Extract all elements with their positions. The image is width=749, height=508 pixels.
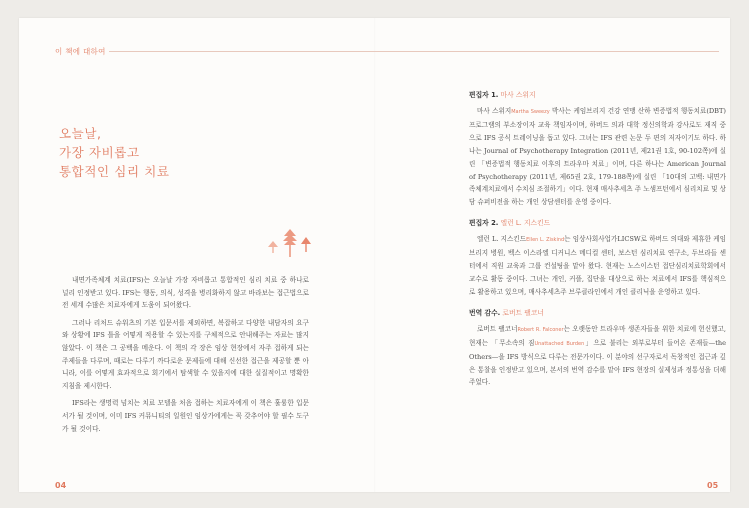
tree-cluster-icon: [266, 228, 314, 262]
latin-term: Unattached Burden: [534, 340, 585, 347]
bio-text: 는 임상사회사업가LICSW로 하버드 의대와 제휴한 케임브리지 병원, 벡스 이스라엘 디커니스 메디컬 센터, 보스턴 심리치료 연구소, 두브라들 센터에서 직원 교육과 그룹 컨설팅을 맡아 왔다. 현재는 노스이스턴 접단심리치료학회에서 교수로 활동 중이다. 그녀는 개인, 커플, 집단을 대상으로 하는 치료에서 IFS를 핵심적으로 활용하고 있으며, 매사추세츠주 브루클라인에서 개인 클리닉을 운영하고 있다.: [469, 235, 726, 296]
contributor-name: 엘런 L. 지스킨드: [500, 219, 551, 228]
page-number-left: 04: [55, 481, 67, 490]
contributor-section: [469, 89, 726, 209]
bio-text: 박사는 케임브리지 건강 연맹 산하 변증법적 행동치료(DBT) 프로그램의 부소장이자 교육 책임자이며, 하버드 의과 대학 정신의학과 강사로도 재직 중으로 IFS 공식 트레이닝을 돕고 있다. 그녀는 IFS 관련 논문 두 편의 저자이기도 하다. 하나는 Journal of Psychotherapy Integration (2011년, 제21권 1호, 90-102쪽)에 실린 「변증법적 행동치료 이후의 트라우마 치료」이며, 다른 하나는 American Journal of Psychotherapy (2011년, 제65권 2호, 179-188쪽)에 실린 「10대의 고백: 내면가족체계치료에서 수치심 조절하기」이다. 현재 매사추세츠 주 노샘프턴에서 심리치료 및 상담 슈퍼비전을 하는 개인 상담센터를 운영 중이다.: [469, 107, 727, 207]
paragraph: 그러나 리처드 슈워츠의 기본 입문서를 제외하면, 복잡하고 다양한 내담자의 요구와 상황에 IFS 틀을 어떻게 적용할 수 있는지를 구체적으로 안내해주는 자료는 많지 않았다. 이 책은 그 공백을 메운다. 이 책의 각 장은 임상 현장에서 자주 접하게 되는 주제들을 다루며, 때로는 다루기 까다로운 문제들에 대해 신선한 접근을 제공할 뿐 아니라, 이를 어떻게 효과적으로 회기에서 탐색할 수 있을지에 대한 실질적이고 명확한 지침을 제시한다.: [62, 318, 309, 390]
contributor-section: [469, 307, 726, 390]
title-line-2: 가장 자비롭고: [59, 145, 140, 160]
latin-name: Ellen L. Ziskind: [526, 237, 565, 244]
contributor-bio: [469, 233, 726, 299]
contributor-bio: [469, 323, 726, 390]
bio-text: 」으로 불리는 외부로부터 들어온 존재들—the Others—을 IFS 방식으로 다루는 전문가이다. 이 분야의 선구자로서 독창적인 접근과 깊은 통찰을 인정받고 있으며, 본서의 번역 감수를 맡아 IFS 현장의 실제성과 정통성을 더해주었다.: [469, 338, 726, 387]
bio-text: 는 오랫동안 트라우마 생존자들을 위한 치료에 헌신했고, 현재는 「무소속의 짐: [469, 324, 726, 347]
page-title: [59, 124, 170, 181]
contributor-role: 편집자 2.: [469, 219, 499, 228]
header-rule: [109, 51, 719, 52]
bio-name: 마사 스위지: [477, 107, 512, 115]
page-number-right: 05: [707, 481, 719, 490]
title-line-1: 오늘날,: [59, 126, 102, 141]
section-heading: [469, 217, 726, 230]
paragraph: 내면가족체계 치료(IFS)는 오늘날 가장 자비롭고 통합적인 심리 치료 중 하나로 널리 인정받고 있다. IFS는 행동, 의식, 성격을 병리화하지 않고 바라보는 접근법으로 전 세계 수많은 치료자에게 도움이 되어왔다.: [62, 276, 309, 310]
contributor-name: 마사 스위지: [500, 91, 536, 99]
section-heading: [469, 307, 726, 320]
bio-name: 로버트 팰코너: [477, 324, 518, 333]
contributor-section: [469, 217, 726, 299]
paragraph: IFS라는 생명력 넘치는 치료 모델을 처음 접하는 치료자에게 이 책은 훌륭한 입문서가 될 것이며, 이미 IFS 커뮤니티의 일원인 임상가에게는 꼭 갖추어야 할 필수 도구가 될 것이다.: [62, 399, 309, 433]
contributor-role: 번역 감수.: [469, 308, 501, 317]
left-body-text: [62, 274, 309, 440]
page-gutter: [374, 18, 376, 492]
contributor-bio: [469, 105, 726, 209]
book-spread: [19, 18, 730, 492]
contributor-name: 로버트 팰코너: [502, 308, 544, 317]
contributor-role: 편집자 1.: [469, 91, 499, 99]
latin-name: Robert R. Falconer: [517, 326, 564, 333]
bio-name: 엘런 L. 지스킨드: [477, 235, 527, 244]
running-head: 이 책에 대하여: [55, 47, 106, 56]
latin-name: Martha Sweezy: [511, 109, 550, 115]
contributors-column: [469, 89, 726, 397]
title-line-3: 통합적인 심리 치료: [59, 164, 170, 179]
section-heading: [469, 89, 726, 102]
